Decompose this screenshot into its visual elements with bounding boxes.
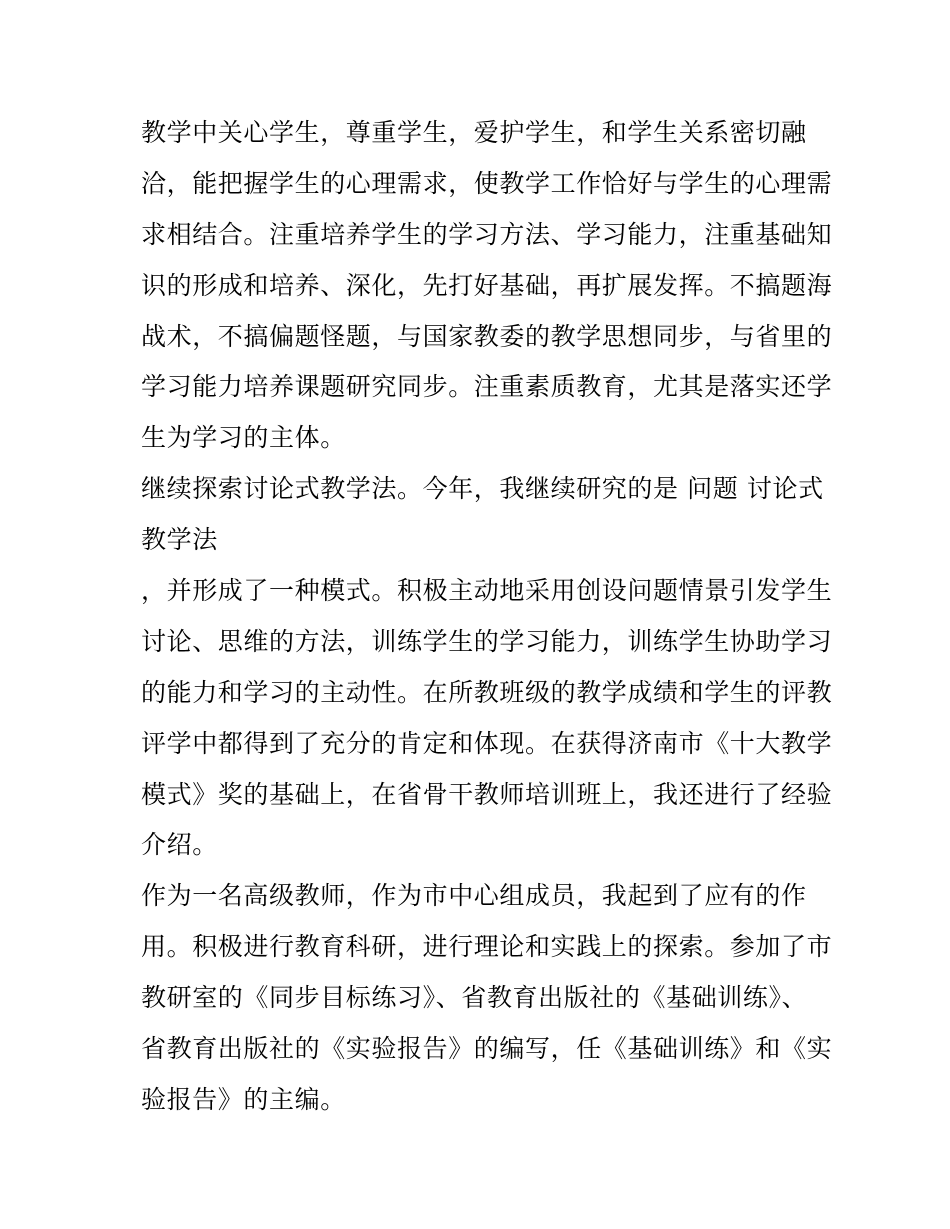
text-line: 识的形成和培养、深化，先打好基础，再扩展发挥。不搞题海	[141, 270, 833, 300]
text-line: 的能力和学习的主动性。在所教班级的教学成绩和学生的评教	[141, 677, 833, 707]
text-line: 求相结合。注重培养学生的学习方法、学习能力，注重基础知	[141, 219, 833, 249]
text-line: 战术，不搞偏题怪题，与国家教委的教学思想同步，与省里的	[141, 321, 833, 351]
text-line: 作为一名高级教师，作为市中心组成员，我起到了应有的作	[141, 881, 807, 911]
text-line: 模式》奖的基础上，在省骨干教师培训班上，我还进行了经验	[141, 779, 833, 809]
text-line: 继续探索讨论式教学法。今年，我继续研究的是 问题 讨论式	[141, 474, 824, 504]
text-line: 验报告》的主编。	[141, 1084, 346, 1114]
text-line: 生为学习的主体。	[141, 423, 346, 453]
text-line: 用。积极进行教育科研，进行理论和实践上的探索。参加了市	[141, 932, 833, 962]
text-line: 介绍。	[141, 830, 218, 860]
text-line: ，并形成了一种模式。积极主动地采用创设问题情景引发学生	[141, 576, 833, 606]
text-line: 学习能力培养课题研究同步。注重素质教育，尤其是落实还学	[141, 372, 833, 402]
text-line: 洽，能把握学生的心理需求，使教学工作恰好与学生的心理需	[141, 168, 833, 198]
text-line: 教学法	[141, 525, 218, 555]
text-line: 省教育出版社的《实验报告》的编写，任《基础训练》和《实	[141, 1034, 833, 1064]
text-line: 教学中关心学生，尊重学生，爱护学生，和学生关系密切融	[141, 118, 807, 147]
body-text	[141, 108, 833, 1126]
text-line: 讨论、思维的方法，训练学生的学习能力，训练学生协助学习	[141, 626, 833, 656]
text-line: 教研室的《同步目标练习》、省教育出版社的《基础训练》、	[141, 983, 808, 1013]
text-line: 评学中都得到了充分的肯定和体现。在获得济南市《十大教学	[141, 728, 833, 758]
